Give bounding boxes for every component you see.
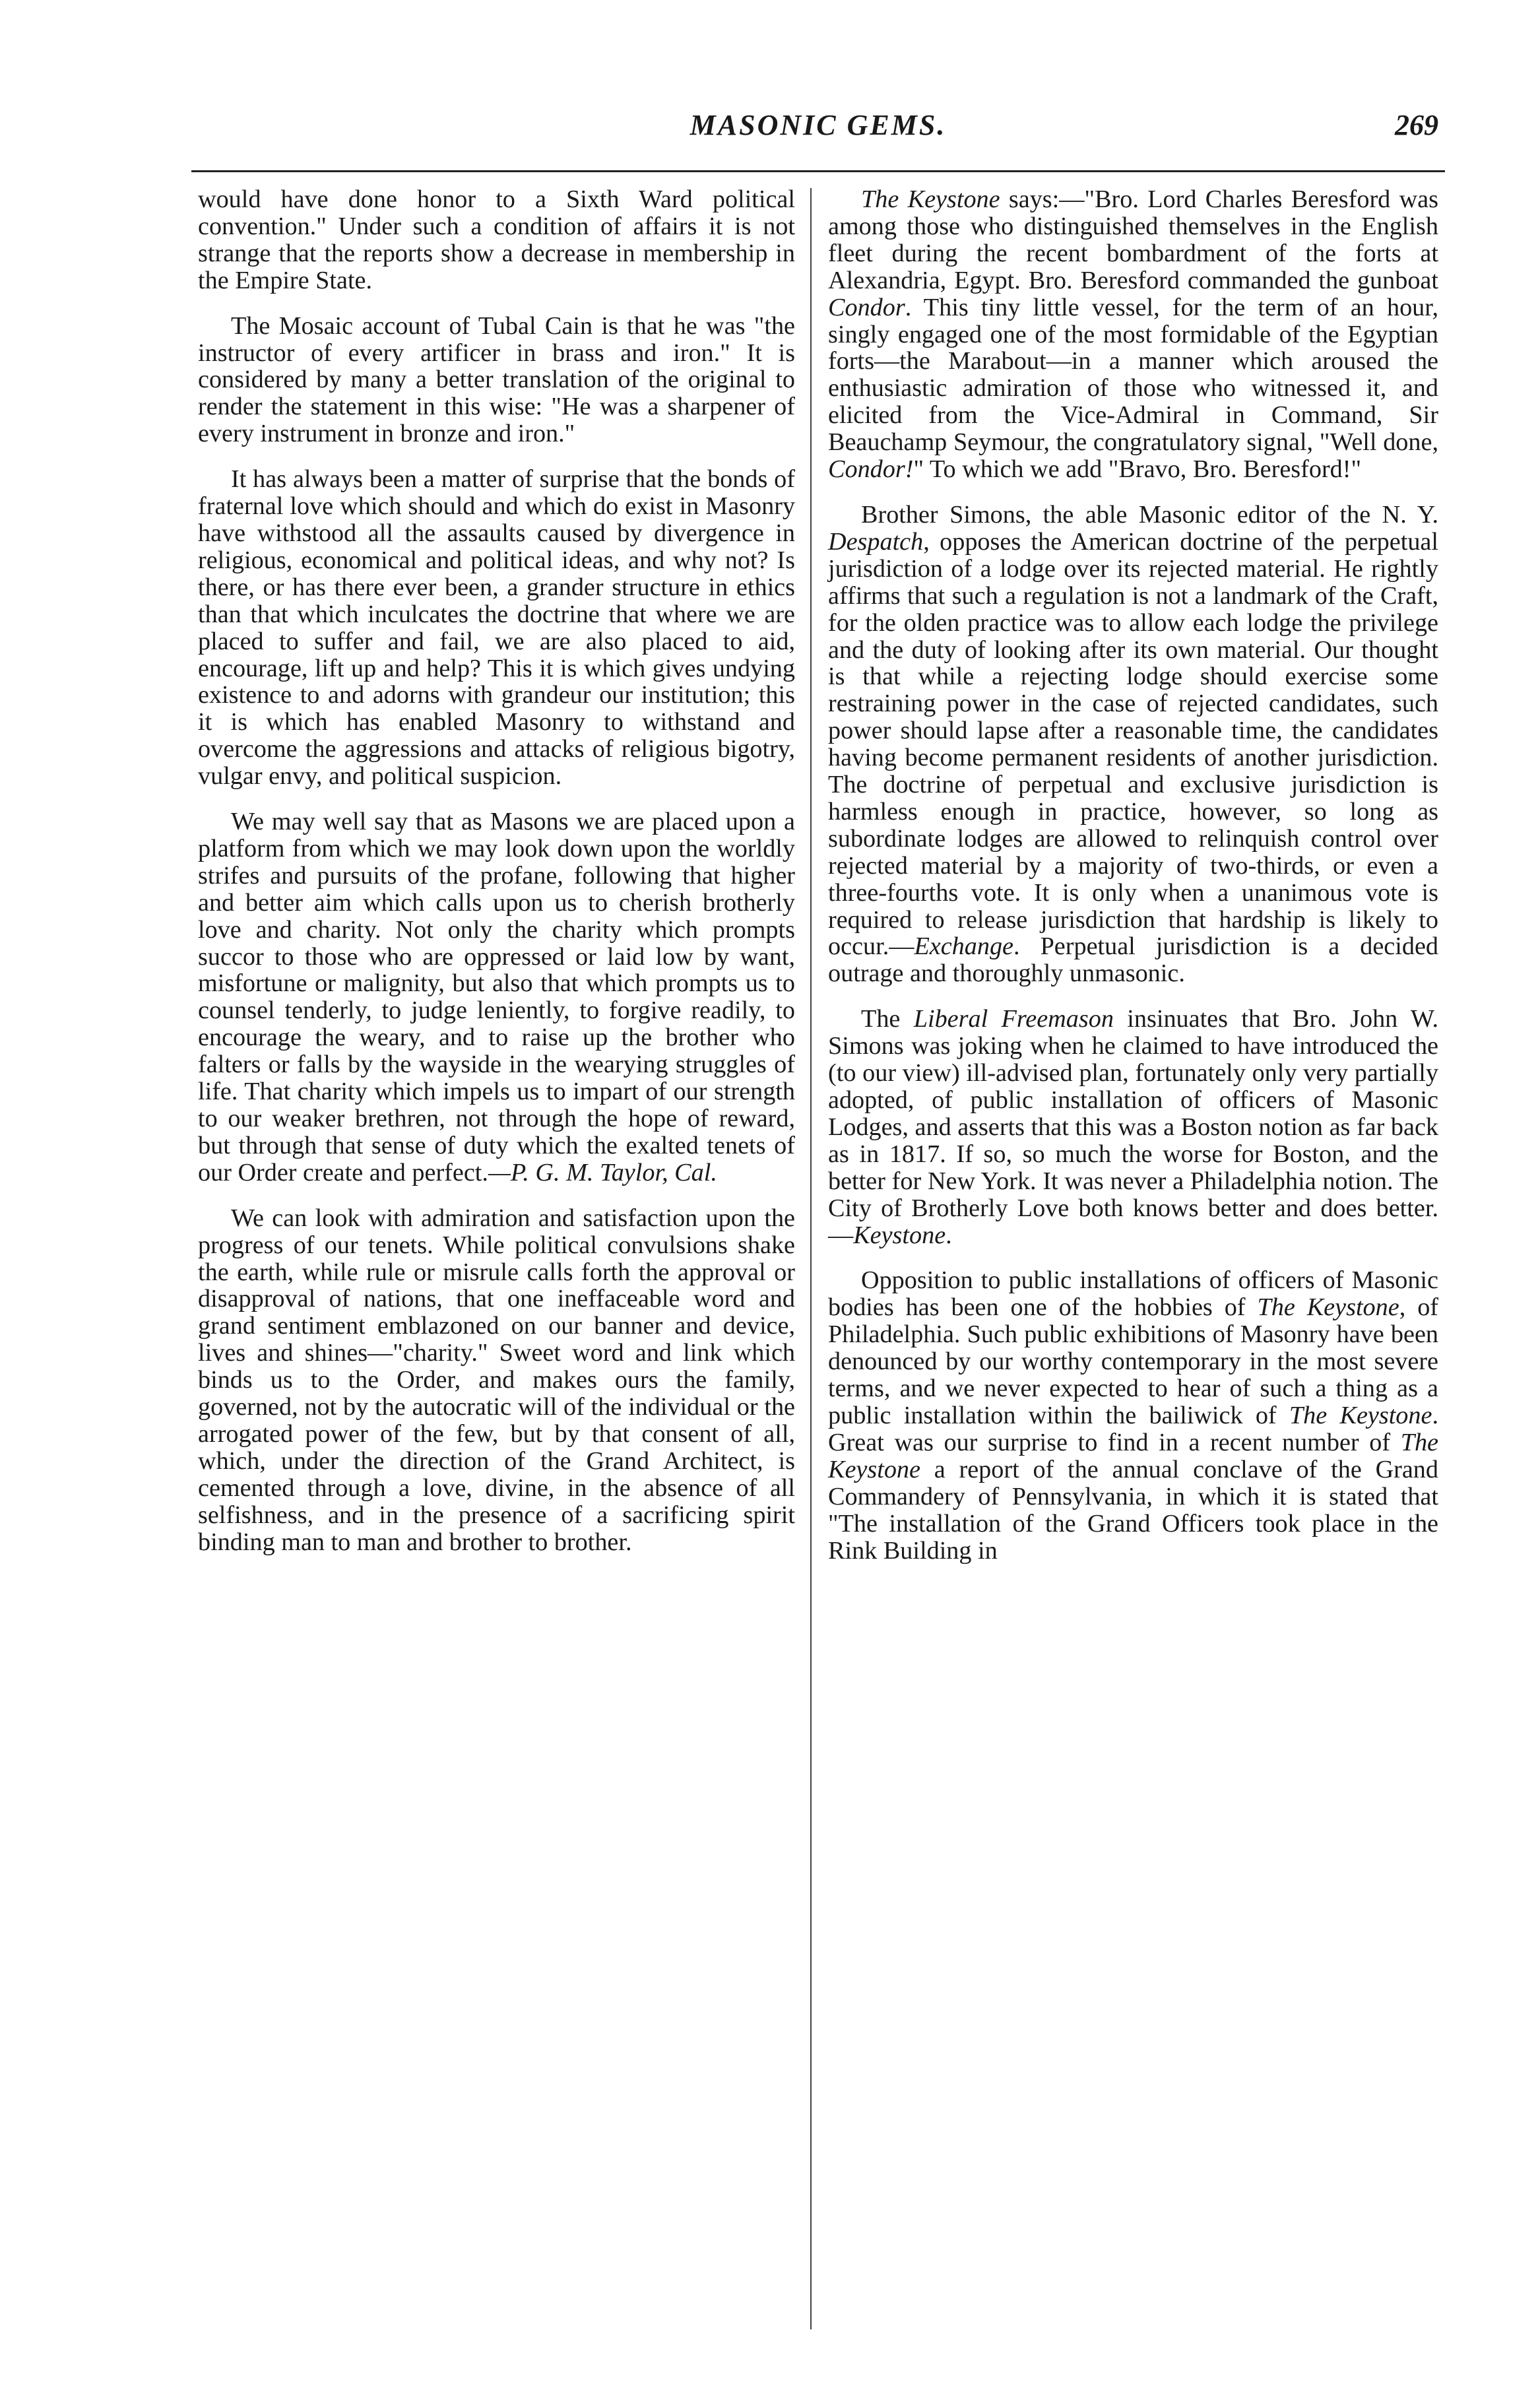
left-column [198,186,795,1574]
left-paragraph-5: We can look with admiration and satisfaction upon the progress of our tenets. While political convulsions shake the earth, while rule or misrule calls forth the approval or disapproval of nations, that one ineffaceable word and grand sentiment emblazoned on our banner and device, lives and shines—"charity." Sweet word and link which binds us to the Order, and makes ours the family, governed, not by the autocratic will of the individual or the arrogated power of the few, but by that consent of all, which, under the direction of the Grand Architect, is cemented through a love, divine, in the absence of all selfishness, and in the presence of a sacrificing spirit binding man to man and brother to brother. [198,1204,795,1556]
paper-despatch: Despatch [828,527,924,556]
paper-keystone-a: The Keystone [1257,1293,1399,1322]
right-paragraph-4-text-c: . Great was our surprise to find in a recent number of [828,1401,1438,1456]
left-paragraph-4-attribution: —P. G. M. Taylor, Cal. [488,1158,717,1186]
header-rule [191,170,1445,172]
right-paragraph-1-text-a: says:—"Bro. Lord Charles Beresford was among those who distinguished themselves in the English fleet during the recent bombardment of the forts at Alexandria, Egypt. Bro. Beresford commanded the gunboat [828,185,1438,294]
right-paragraph-3-text-c: . [946,1221,952,1249]
right-paragraph-2 [828,502,1438,987]
page-number: 269 [1395,109,1438,141]
left-paragraph-3: It has always been a matter of surprise that the bonds of fraternal love which should and which do exist in Masonry have withstood all the assaults caused by divergence in religious, economical and political ideas, and why not? Is there, or has there ever been, a grander structure in ethics than that which inculcates the doctrine that where we are placed to suffer and fail, we are also placed to aid, encourage, lift up and help? This it is which gives undying existence to and adorns with grandeur our institution; this it is which has enabled Masonry to withstand and overcome the aggressions and attacks of religious bigotry, vulgar envy, and political suspicion. [198,465,795,791]
right-paragraph-2-text-a: Brother Simons, the able Masonic editor of the N. Y. [861,500,1438,529]
right-paragraph-4-text-a: Opposition to public installations of officers of Masonic bodies has been one of the hobbies of [828,1266,1438,1322]
left-paragraph-1: would have done honor to a Sixth Ward political convention." Under such a condition of affairs it is not strange that the reports show a decrease in membership in the Empire State. [198,185,795,294]
source-keystone: The Keystone [861,185,1000,213]
right-paragraph-1-text-c: " To which we add "Bravo, Bro. Beresford!" [913,455,1362,484]
left-paragraph-4 [198,808,795,1186]
running-title: MASONIC GEMS. [690,109,947,141]
right-paragraph-3-text-a: The [861,1005,914,1033]
right-paragraph-4-text-b: , of Philadelphia. Such public exhibitions of Masonry have been denounced by our worthy contemporary in the most severe terms, and we never expected to hear of such a thing as a public installation within the bailiwick of [828,1293,1439,1429]
running-head [198,99,1438,152]
ship-name: Condor [828,293,905,321]
right-paragraph-3 [828,1006,1438,1249]
right-paragraph-3-text-b: insinuates that Bro. John W. Simons was joking when he claimed to have introduced the (to our view) ill-advised plan, fortunately only very partially adopted, of public installation of officers of Masonic Lodges, and asserts that this was a Boston notion as far back as in 1817. If so, so much the worse for Boston, and the better for New York. It was never a Philadelphia notion. The City of Brotherly Love both knows better and does better. — [828,1005,1438,1249]
ship-name-2: Condor! [828,455,914,484]
right-paragraph-2-text-b: , opposes the American doctrine of the perpetual jurisdiction of a lodge over its rejected material. He rightly affirms that such a regulation is not a landmark of the Craft, for the olden practice was to allow each lodge the privilege and the duty of looking after its own material. Our thought is that while a rejecting lodge should exercise some restraining power in the case of rejected candidates, such power should lapse after a reasonable time, the candidates having become permanent residents of another jurisdiction. The doctrine of perpetual and exclusive jurisdiction is harmless enough in practice, however, so long as subordinate lodges are allowed to relinquish control over rejected material by a majority of two-thirds, or even a three-fourths vote. It is only when a unanimous vote is required to release jurisdiction that hardship is likely to occur.— [828,527,1438,961]
source-keystone-2: Keystone [853,1221,946,1249]
paper-keystone-b: The Keystone [1289,1401,1432,1429]
paper-liberal-freemason: Liberal Freemason [913,1005,1114,1033]
paper-keystone-c: The Keystone [828,1428,1438,1483]
left-paragraph-2: The Mosaic account of Tubal Cain is that he was "the instructor of every artificer in brass and iron." It is considered by many a better translation of the original to render the statement in this wise: "He was a sharpener of every instrument in bronze and iron." [198,311,795,448]
left-paragraph-4-text: We may well say that as Masons we are placed upon a platform from which we may look down upon the worldly strifes and pursuits of the profane, following that higher and better aim which calls upon us to cherish brotherly love and charity. Not only the charity which prompts succor to those who are oppressed or laid low by want, misfortune or malignity, but also that which prompts us to counsel tenderly, to judge leniently, to forgive readily, to encourage the weary, and to raise up the brother who falters or falls by the wayside in the wearying struggles of life. That charity which impels us to impart of our strength to our weaker brethren, not through the hope of reward, but through that sense of duty which the exalted tenets of our Order create and perfect. [198,808,795,1186]
right-column [828,186,1438,1582]
right-paragraph-1-text-b: . This tiny little vessel, for the term of an hour, singly engaged one of the most formidable of the Egyptian forts—the Marabout—in a manner which aroused the enthusiastic admiration of those who witnessed it, and elicited from the Vice-Admiral in Command, Sir Beauchamp Seymour, the congratulatory signal, "Well done, [828,293,1438,457]
right-paragraph-4 [828,1267,1438,1564]
source-exchange: Exchange [914,932,1013,961]
right-paragraph-1 [828,186,1438,483]
column-divider [810,188,812,2329]
right-paragraph-2-text-c: . Perpetual jurisdiction is a decided outrage and thoroughly unmasonic. [828,932,1438,988]
right-paragraph-4-text-d: a report of the annual conclave of the Grand Commandery of Pennsylvania, in which it is stated that "The installation of the Grand Officers took place in the Rink Building in [828,1455,1438,1565]
